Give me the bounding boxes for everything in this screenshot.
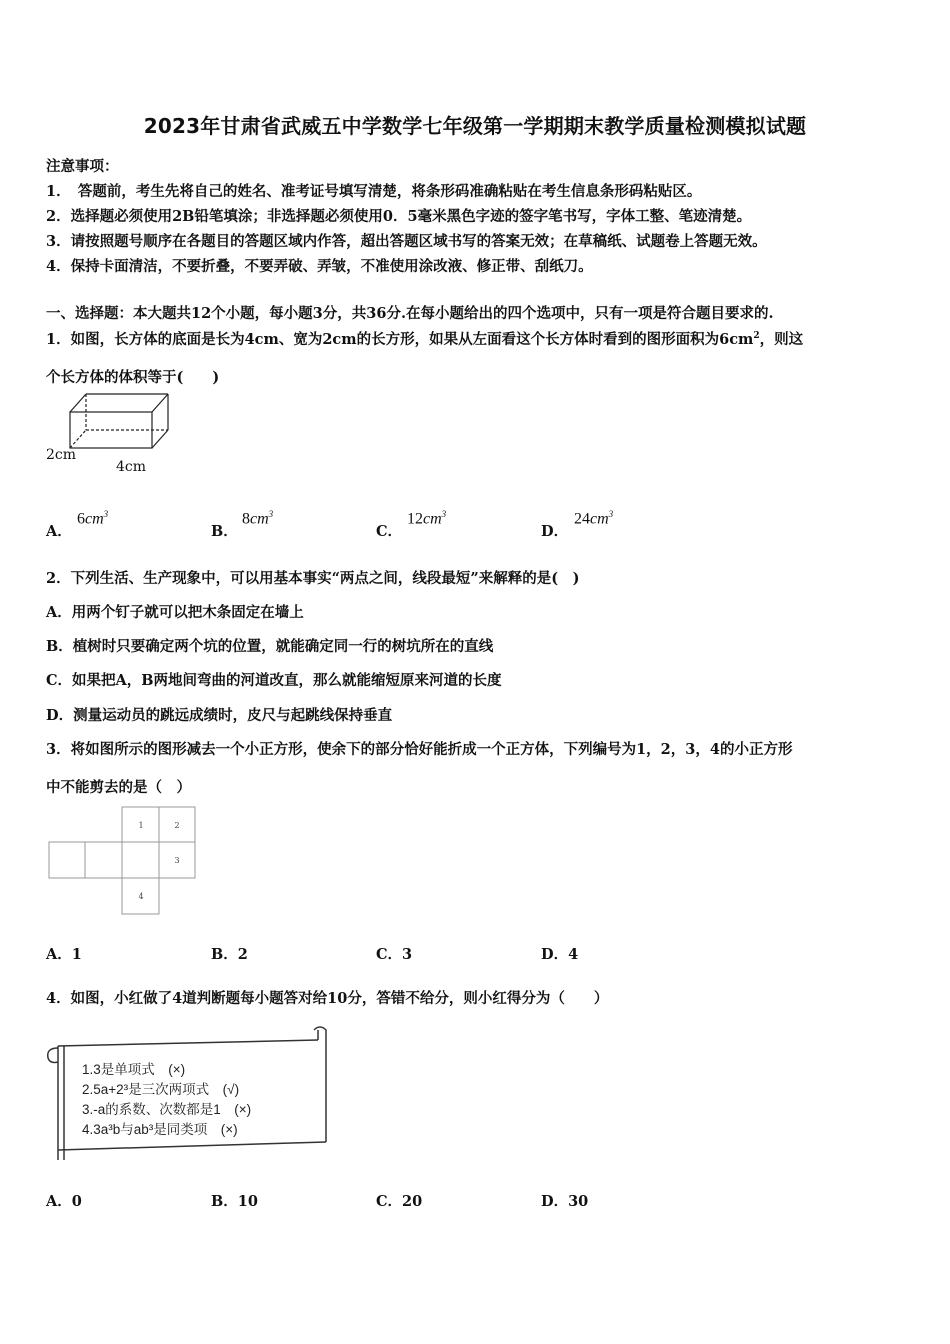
q1-option-c-letter: C． bbox=[376, 523, 403, 540]
net-cell-left bbox=[49, 842, 85, 878]
q3-option-d: D．4 bbox=[541, 946, 579, 963]
section-heading: 一、选择题：本大题共12个小题，每小题3分，共36分.在每小题给出的四个选项中，只有一项是符合题目要求的. bbox=[46, 305, 774, 322]
cuboid-length-label: 4cm bbox=[116, 459, 147, 475]
cuboid-figure bbox=[64, 390, 184, 462]
q1-c-exp: 3 bbox=[441, 509, 447, 519]
q2-option-d: D．测量运动员的跳远成绩时，皮尺与起跳线保持垂直 bbox=[46, 707, 393, 724]
scroll-line-4: 4.3a³b与ab³是同类项 (×) bbox=[82, 1122, 238, 1137]
q1-option-c-value bbox=[407, 509, 446, 528]
q3-option-b: B．2 bbox=[211, 946, 248, 963]
cuboid-width-label: 2cm bbox=[46, 447, 77, 463]
scroll-right-curl bbox=[314, 1027, 326, 1142]
q2-option-b: B．植树时只要确定两个坑的位置，就能确定同一行的树坑所在的直线 bbox=[46, 638, 494, 655]
q4-stem: 4．如图，小红做了4道判断题每小题答对给10分，答错不给分，则小红得分为（ ） bbox=[46, 990, 609, 1007]
q1-a-num: 6 bbox=[77, 510, 85, 528]
net-cell-center bbox=[122, 842, 159, 878]
notice-item-2: 2．选择题必须使用2B铅笔填涂；非选择题必须使用0．5毫米黑色字迹的签字笔书写，字体工整、笔迹清楚。 bbox=[46, 208, 752, 225]
q2-option-c: C．如果把A，B两地间弯曲的河道改直，那么就能缩短原来河道的长度 bbox=[46, 672, 502, 689]
scroll-left-curl bbox=[48, 1048, 58, 1063]
q1-b-num: 8 bbox=[242, 510, 250, 528]
notice-item-1: 1． 答题前，考生先将自己的姓名、准考证号填写清楚，将条形码准确粘贴在考生信息条形码粘贴区。 bbox=[46, 183, 702, 200]
q4-option-c: C．20 bbox=[376, 1193, 423, 1210]
q1-option-a-value bbox=[77, 509, 108, 528]
scroll-line-2: 2.5a+2³是三次两项式 (√) bbox=[82, 1082, 240, 1097]
q1-stem-line1 bbox=[46, 328, 803, 349]
q3-option-c: C．3 bbox=[376, 946, 413, 963]
q1-d-exp: 3 bbox=[608, 509, 614, 519]
q1-d-unit: cm bbox=[590, 510, 609, 528]
q4-option-a: A．0 bbox=[46, 1193, 82, 1210]
net-label-4: 4 bbox=[138, 892, 144, 901]
q4-option-d: D．30 bbox=[541, 1193, 589, 1210]
q1-a-unit: cm bbox=[85, 510, 104, 528]
page-title: 2023年甘肃省武威五中学数学七年级第一学期期末教学质量检测模拟试题 bbox=[143, 114, 807, 138]
q3-stem-line2: 中不能剪去的是（ ） bbox=[46, 779, 191, 796]
notice-heading: 注意事项： bbox=[46, 158, 119, 175]
q2-option-a: A．用两个钉子就可以把木条固定在墙上 bbox=[46, 604, 304, 621]
scroll-line-3: 3.-a的系数、次数都是1 (×) bbox=[82, 1102, 252, 1117]
q1-option-d-letter: D． bbox=[541, 523, 569, 540]
q1-b-exp: 3 bbox=[268, 509, 274, 519]
q1-c-num: 12 bbox=[407, 510, 423, 528]
q1-option-d-value bbox=[574, 509, 613, 528]
q2-stem: 2．下列生活、生产现象中，可以用基本事实“两点之间，线段最短”来解释的是( ) bbox=[46, 570, 580, 587]
q3-option-a: A．1 bbox=[46, 946, 82, 963]
net-cell-mid-left bbox=[85, 842, 122, 878]
q1-stem-a: 1．如图，长方体的底面是长为4cm、宽为2cm的长方形，如果从左面看这个长方体时看到的图形面积为6cm bbox=[46, 331, 754, 348]
q1-a-exp: 3 bbox=[103, 509, 109, 519]
q1-b-unit: cm bbox=[250, 510, 269, 528]
net-label-3: 3 bbox=[174, 856, 180, 865]
q3-stem-line1: 3．将如图所示的图形减去一个小正方形，使余下的部分恰好能折成一个正方体，下列编号为1，2，3，4的小正方形 bbox=[46, 741, 793, 758]
cube-net-figure bbox=[46, 805, 201, 917]
q1-d-num: 24 bbox=[574, 510, 590, 528]
q1-stem-line2: 个长方体的体积等于( ) bbox=[46, 369, 220, 386]
net-label-2: 2 bbox=[174, 821, 180, 830]
q1-option-b-letter: B． bbox=[211, 523, 238, 540]
q1-stem-sup: 2 bbox=[753, 331, 760, 342]
q1-option-a-letter: A． bbox=[46, 523, 72, 540]
scroll-content bbox=[82, 1060, 251, 1140]
q1-option-b-value bbox=[242, 509, 273, 528]
scroll-line-1: 1.3是单项式 (×) bbox=[82, 1062, 186, 1077]
notice-item-3: 3．请按照题号顺序在各题目的答题区域内作答，超出答题区域书写的答案无效；在草稿纸、试题卷上答题无效。 bbox=[46, 233, 767, 250]
net-label-1: 1 bbox=[138, 821, 144, 830]
notice-item-4: 4．保持卡面清洁，不要折叠，不要弄破、弄皱，不准使用涂改液、修正带、刮纸刀。 bbox=[46, 258, 593, 275]
q4-option-b: B．10 bbox=[211, 1193, 258, 1210]
q1-stem-b: ，则这 bbox=[759, 331, 804, 348]
q1-c-unit: cm bbox=[423, 510, 442, 528]
